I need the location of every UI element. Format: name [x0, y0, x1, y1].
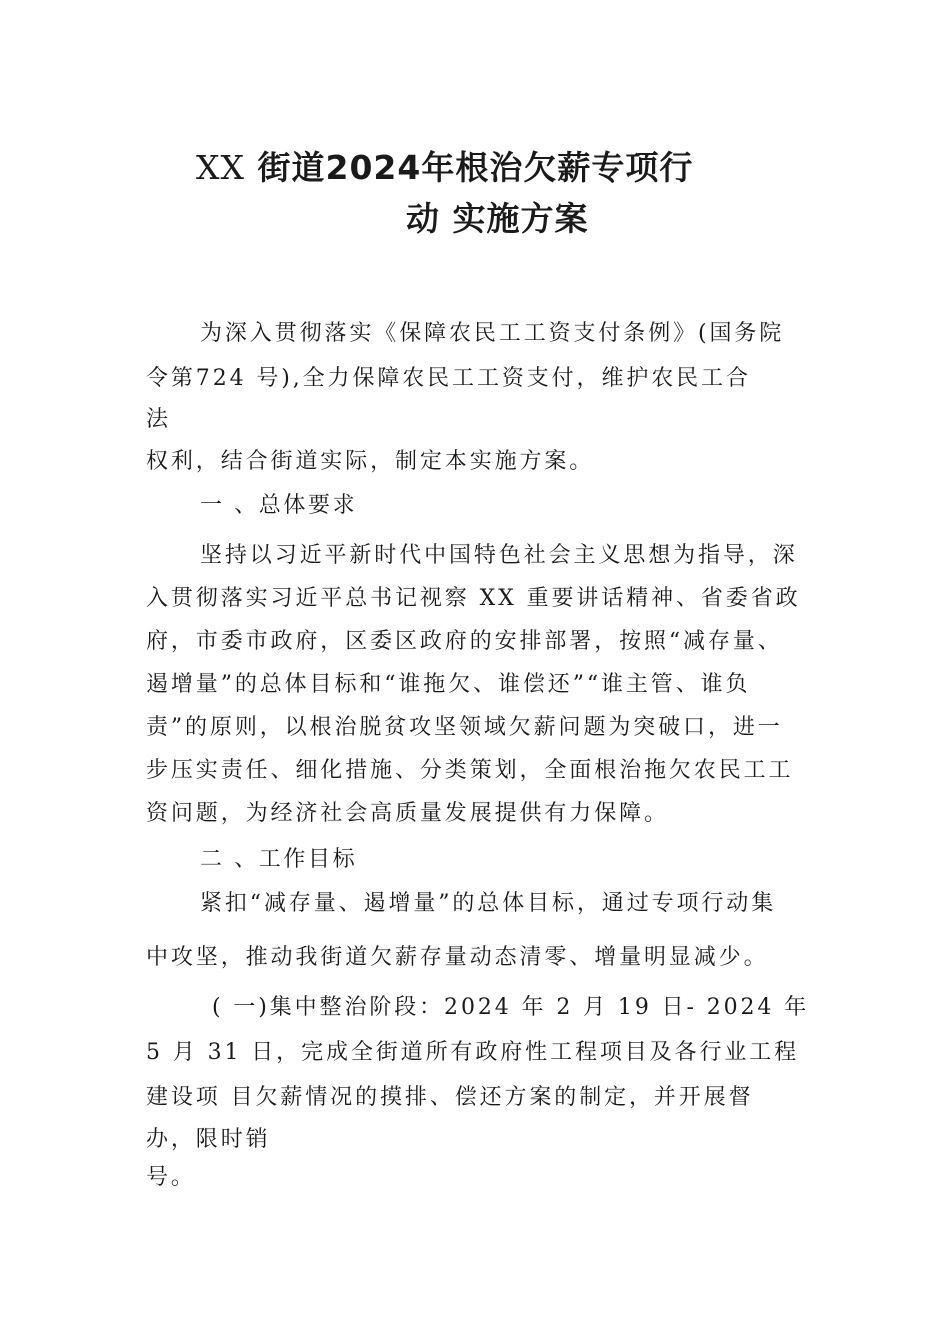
title-prefix: XX — [196, 148, 245, 187]
subsection-line: ( 一)集中整治阶段：2024 年 2 月 19 日- 2024 年 — [212, 995, 810, 1020]
subsection-line: 号。 — [146, 1165, 196, 1190]
section1-line: 步压实责任、细化措施、分类策划，全面根治拖欠农民工工 — [146, 758, 794, 783]
section-heading: 二 、工作目标 — [200, 847, 358, 872]
section-heading: 一 、总体要求 — [200, 493, 358, 518]
section1-line: 府，市委市政府，区委区政府的安排部署，按照“减存量、 — [146, 629, 783, 654]
section1-line: 责”的原则，以根治脱贫攻坚领域欠薪问题为突破口，进一 — [146, 715, 783, 740]
section1-line: 遏增量”的总体目标和“谁拖欠、谁偿还”“谁主管、谁负 — [146, 672, 751, 697]
section2-line: 中攻坚，推动我街道欠薪存量动态清零、增量明显减少。 — [146, 945, 769, 970]
title-line-1 — [196, 142, 693, 189]
intro-line: 为深入贯彻落实《保障农民工工资支付条例》(国务院 — [200, 321, 785, 346]
section2-line: 紧扣“减存量、遏增量”的总体目标，通过专项行动集 — [200, 891, 777, 916]
section1-line: 资问题，为经济社会高质量发展提供有力保障。 — [146, 801, 669, 826]
subsection-line: 建设项 目欠薪情况的摸排、偿还方案的制定，并开展督 — [146, 1085, 754, 1110]
title-line-2: 动 实施方案 — [406, 199, 589, 238]
intro-line: 权利，结合街道实际，制定本实施方案。 — [146, 449, 595, 474]
section1-line: 入贯彻落实习近平总书记视察 XX 重要讲话精神、省委省政 — [146, 586, 801, 611]
subsection-line: 办，限时销 — [146, 1127, 271, 1152]
intro-line: 令第724 号),全力保障农民工工资支付，维护农民工合 — [146, 366, 751, 391]
section1-line: 坚持以习近平新时代中国特色社会主义思想为指导，深 — [200, 543, 798, 568]
subsection-line: 5 月 31 日，完成全街道所有政府性工程项目及各行业工程 — [146, 1040, 800, 1065]
title-text-1: 街道2024年根治欠薪专项行 — [257, 148, 694, 187]
intro-line: 法 — [146, 407, 171, 432]
